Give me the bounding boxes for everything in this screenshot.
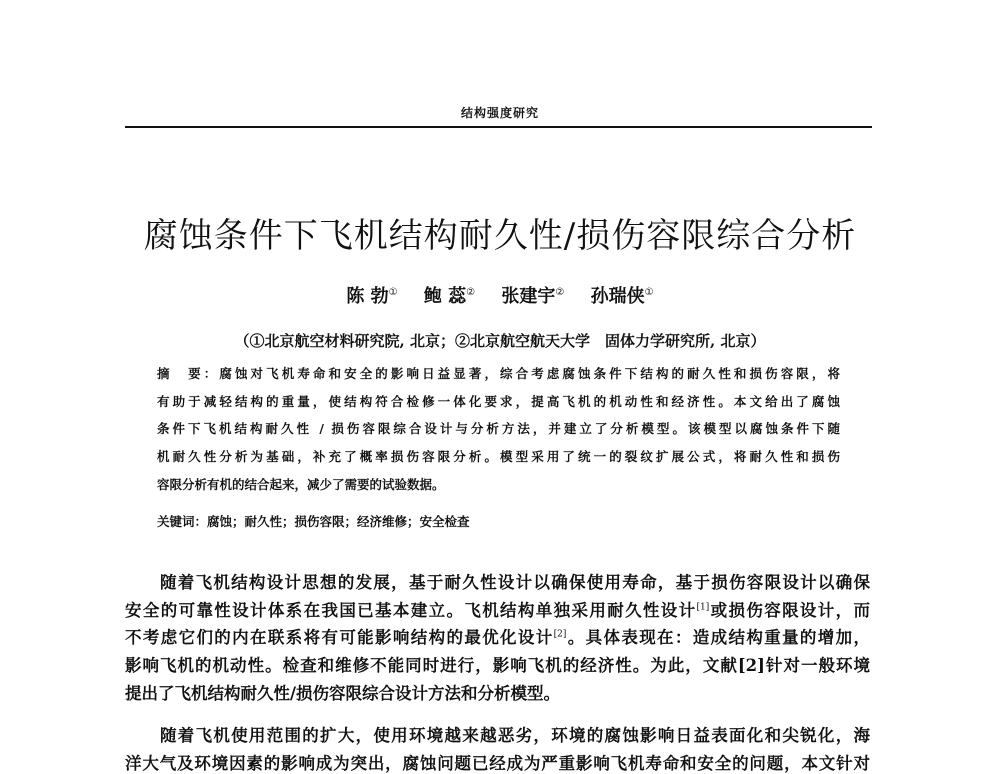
abstract-line (157, 364, 840, 382)
abstract-label: 摘 要： (157, 366, 220, 381)
citation: [2] (553, 629, 567, 640)
abstract-line: 有助于减轻结构的重量，使结构符合检修一体化要求，提高飞机的机动性和经济性。本文给出了腐蚀 (157, 394, 840, 409)
affiliation-mark: ① (644, 287, 654, 298)
body-line (125, 597, 870, 621)
affiliation-mark: ② (466, 287, 476, 298)
body-text: 。具体表现在：造成结构重量的增加， (566, 628, 871, 647)
abstract-line: 条件下飞机结构耐久性 / 损伤容限综合设计与分析方法，并建立了分析模型。该模型以腐蚀条件下随 (157, 421, 840, 436)
keywords (157, 512, 470, 530)
abstract-text: 腐蚀对飞机寿命和安全的影响日益显著，综合考虑腐蚀条件下结构的耐久性和损伤容限，将 (219, 366, 840, 381)
affiliation-mark: ① (388, 287, 398, 298)
body-line: 随着飞机使用范围的扩大，使用环境越来越恶劣，环境的腐蚀影响日益表面化和尖锐化，海 (160, 726, 870, 745)
running-header: 结构强度研究 (460, 106, 539, 120)
body-text: 或损伤容限设计，而 (709, 601, 871, 620)
affiliation: （①北京航空材料研究院, 北京；②北京航空航天大学 固体力学研究所, 北京） (234, 332, 766, 350)
body-line (125, 624, 870, 648)
body-text: 不考虑它们的内在联系将有可能影响结构的最优化设计 (125, 628, 554, 647)
author (501, 286, 564, 307)
author-list (0, 282, 1000, 308)
abstract-line: 机耐久性分析为基础，补充了概率损伤容限分析。模型采用了统一的裂纹扩展公式，将耐久性和损伤 (157, 449, 840, 464)
author-name: 孙瑞侠 (590, 286, 645, 307)
keywords-label: 关键词： (157, 514, 208, 529)
author (424, 286, 475, 307)
body-line: 随着飞机结构设计思想的发展，基于耐久性设计以确保使用寿命，基于损伤容限设计以确保 (160, 573, 870, 592)
paper-title: 腐蚀条件下飞机结构耐久性/损伤容限综合分析 (143, 216, 857, 256)
body-line: 洋大气及环境因素的影响成为突出，腐蚀问题已经成为严重影响飞机寿命和安全的问题，本文针对 (125, 754, 870, 773)
author-name: 张建宇 (501, 286, 556, 307)
author (591, 286, 654, 307)
author (346, 286, 397, 307)
author-name: 陈 勃 (346, 286, 389, 307)
abstract-line: 容限分析有机的结合起来，减少了需要的试验数据。 (157, 477, 445, 492)
body-line: 提出了飞机结构耐久性/损伤容限综合设计方法和分析模型。 (125, 684, 561, 703)
affiliation-mark: ② (555, 287, 565, 298)
body-line: 影响飞机的机动性。检查和维修不能同时进行，影响飞机的经济性。为此，文献[2]针对一般环境 (125, 656, 870, 675)
author-name: 鲍 蕊 (423, 286, 467, 307)
body-text: 安全的可靠性设计体系在我国已基本建立。飞机结构单独采用耐久性设计 (125, 601, 697, 620)
header-rule (125, 126, 872, 128)
citation: [1] (696, 602, 710, 613)
keywords-text: 腐蚀；耐久性；损伤容限；经济维修；安全检查 (207, 514, 470, 529)
